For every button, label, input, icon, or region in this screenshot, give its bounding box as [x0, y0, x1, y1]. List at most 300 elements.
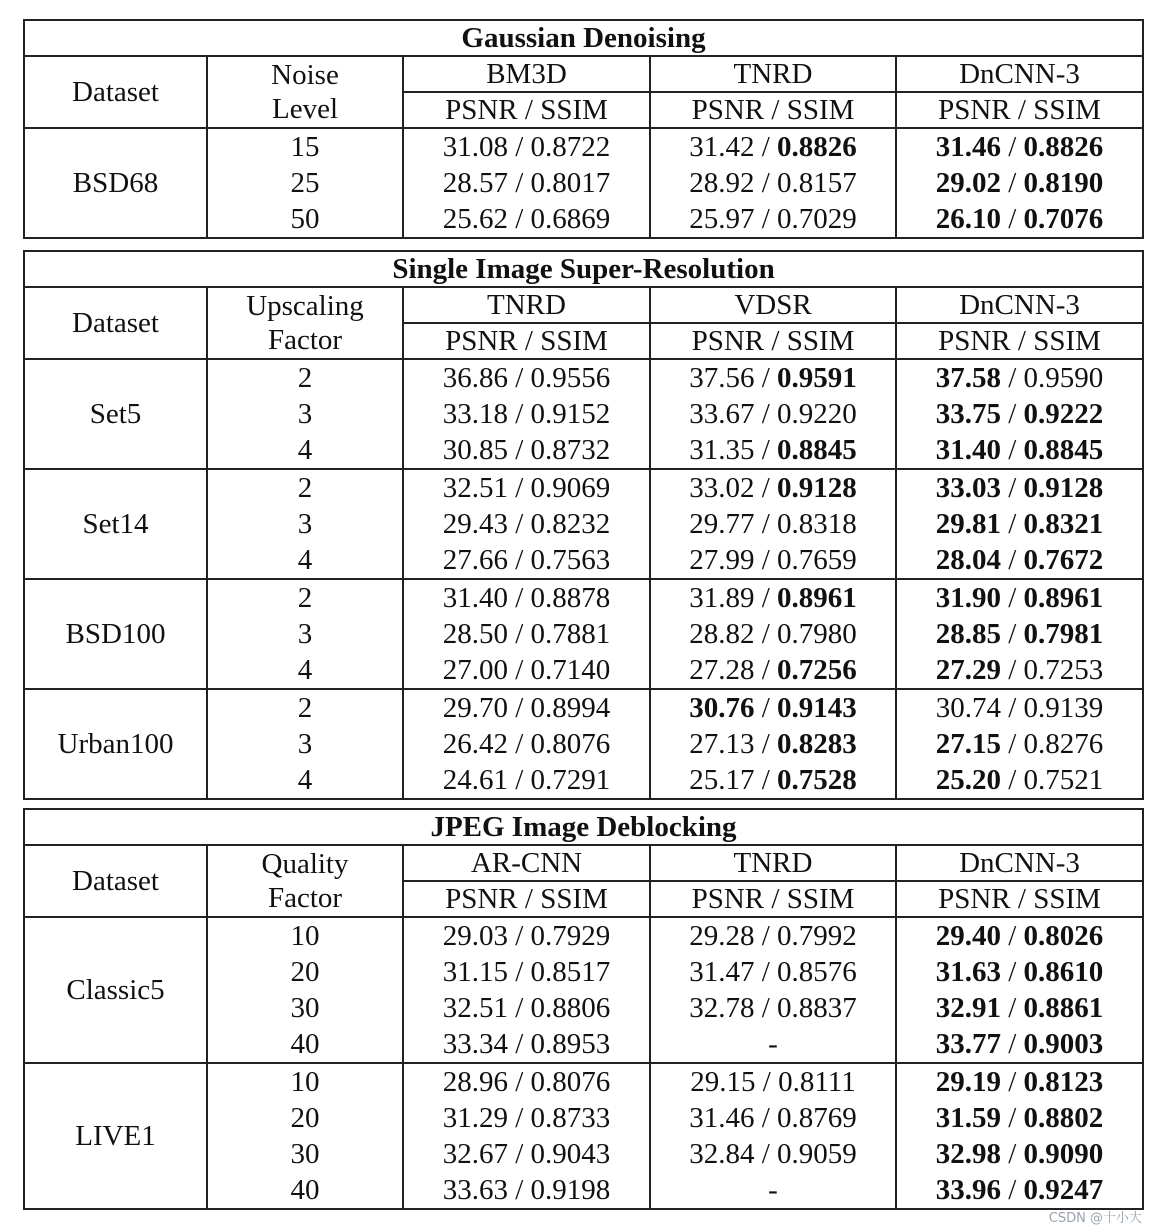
result-value: 27.15 / 0.8276	[935, 728, 1104, 760]
param-value: 20	[290, 956, 320, 988]
ssim-value: 0.7253	[1023, 654, 1104, 686]
result-cell	[896, 1063, 1143, 1209]
ssim-value: 0.8806	[530, 992, 611, 1024]
result-value: 37.56 / 0.9591	[689, 362, 857, 394]
result-value: 31.47 / 0.8576	[689, 956, 857, 988]
result-value: 29.02 / 0.8190	[935, 167, 1104, 199]
result-value: 30.76 / 0.9143	[689, 692, 857, 724]
result-value: 24.61 / 0.7291	[442, 764, 611, 796]
psnr-value: 31.47	[689, 956, 755, 988]
psnr-value: 27.15	[935, 728, 1001, 760]
result-cell	[403, 469, 650, 579]
ssim-value: 0.8576	[777, 956, 857, 988]
method-header: TNRD	[650, 845, 896, 881]
psnr-value: 29.19	[935, 1066, 1001, 1098]
result-value: 29.43 / 0.8232	[442, 508, 611, 540]
ssim-value: 0.8517	[530, 956, 611, 988]
psnr-value: 29.81	[935, 508, 1001, 540]
psnr-value: 30.74	[935, 692, 1001, 724]
psnr-value: 33.03	[935, 472, 1001, 504]
result-value: 32.51 / 0.9069	[442, 472, 611, 504]
psnr-value: 31.35	[689, 434, 755, 466]
dataset-row	[24, 689, 1143, 799]
result-cell	[650, 128, 896, 238]
ssim-value: 0.7929	[530, 920, 611, 952]
metric-header: PSNR / SSIM	[896, 92, 1143, 128]
param-cell	[207, 128, 403, 238]
result-value: 26.10 / 0.7076	[935, 203, 1104, 235]
psnr-value: 25.17	[689, 764, 755, 796]
ssim-value: 0.9090	[1023, 1138, 1104, 1170]
ssim-value: 0.9059	[777, 1138, 857, 1170]
dataset-row	[24, 128, 1143, 238]
result-value: 31.90 / 0.8961	[935, 582, 1104, 614]
ssim-value: 0.8837	[777, 992, 857, 1024]
dataset-header: Dataset	[24, 845, 207, 917]
psnr-value: 31.46	[689, 1102, 755, 1134]
param-header	[207, 287, 403, 359]
ssim-value: 0.9222	[1023, 398, 1104, 430]
result-value: 27.28 / 0.7256	[689, 654, 857, 686]
result-value: -	[768, 1028, 778, 1060]
param-value: 10	[290, 1066, 320, 1098]
dataset-row	[24, 579, 1143, 689]
result-cell	[650, 359, 896, 469]
psnr-value: 28.85	[935, 618, 1001, 650]
dataset-header: Dataset	[24, 56, 207, 128]
ssim-value: 0.8076	[530, 728, 611, 760]
psnr-value: 27.99	[689, 544, 755, 576]
psnr-value: 29.43	[442, 508, 508, 540]
psnr-value: 32.51	[442, 472, 508, 504]
result-cell	[403, 1063, 650, 1209]
result-value: 27.00 / 0.7140	[442, 654, 611, 686]
ssim-value: 0.7076	[1023, 203, 1104, 235]
result-value: 29.77 / 0.8318	[689, 508, 857, 540]
psnr-value: 30.85	[442, 434, 508, 466]
section-table	[23, 19, 1144, 239]
result-cell	[896, 579, 1143, 689]
psnr-value: 32.78	[689, 992, 755, 1024]
dataset-name: Urban100	[24, 689, 207, 799]
ssim-value: 0.9220	[777, 398, 857, 430]
psnr-value: 33.63	[442, 1174, 508, 1206]
psnr-value: 27.29	[935, 654, 1001, 686]
result-cell	[650, 917, 896, 1063]
section-title: Single Image Super-Resolution	[24, 251, 1143, 287]
result-value: 29.19 / 0.8123	[935, 1066, 1104, 1098]
param-value: 4	[297, 764, 313, 796]
result-value: 32.51 / 0.8806	[442, 992, 611, 1024]
ssim-value: 0.8283	[777, 728, 857, 760]
result-value: 32.78 / 0.8837	[689, 992, 857, 1024]
metric-header: PSNR / SSIM	[896, 881, 1143, 917]
param-value: 3	[297, 728, 313, 760]
psnr-value: 29.70	[442, 692, 508, 724]
ssim-value: 0.7521	[1023, 764, 1104, 796]
result-value: 37.58 / 0.9590	[935, 362, 1104, 394]
result-cell	[650, 1063, 896, 1209]
ssim-value: 0.8610	[1023, 956, 1104, 988]
psnr-value: 28.96	[442, 1066, 508, 1098]
param-cell	[207, 917, 403, 1063]
dataset-name: Set14	[24, 469, 207, 579]
result-value: 25.97 / 0.7029	[689, 203, 857, 235]
method-header: DnCNN-3	[896, 287, 1143, 323]
result-value: 29.40 / 0.8026	[935, 920, 1104, 952]
result-value: 28.96 / 0.8076	[442, 1066, 611, 1098]
ssim-value: 0.7672	[1023, 544, 1104, 576]
result-cell	[896, 917, 1143, 1063]
psnr-value: 33.34	[442, 1028, 508, 1060]
result-value: 31.29 / 0.8733	[442, 1102, 611, 1134]
dataset-row	[24, 1063, 1143, 1209]
result-cell	[650, 469, 896, 579]
section-title: JPEG Image Deblocking	[24, 809, 1143, 845]
ssim-value: 0.7140	[530, 654, 611, 686]
result-value: 32.67 / 0.9043	[442, 1138, 611, 1170]
ssim-value: 0.8826	[777, 131, 857, 163]
ssim-value: 0.8157	[777, 167, 857, 199]
param-value: 3	[297, 398, 313, 430]
result-value: 26.42 / 0.8076	[442, 728, 611, 760]
ssim-value: 0.8961	[1023, 582, 1104, 614]
result-cell	[403, 128, 650, 238]
result-value: 30.74 / 0.9139	[935, 692, 1104, 724]
result-cell	[403, 689, 650, 799]
ssim-value: 0.8276	[1023, 728, 1104, 760]
ssim-value: 0.9198	[530, 1174, 611, 1206]
psnr-value: 31.46	[935, 131, 1001, 163]
psnr-value: 33.02	[689, 472, 755, 504]
psnr-value: 33.18	[442, 398, 508, 430]
param-header	[207, 845, 403, 917]
result-value: 31.46 / 0.8826	[935, 131, 1104, 163]
result-value: 27.66 / 0.7563	[442, 544, 611, 576]
psnr-value: 27.13	[689, 728, 755, 760]
psnr-value: 31.89	[689, 582, 755, 614]
param-cell	[207, 1063, 403, 1209]
metric-header: PSNR / SSIM	[650, 92, 896, 128]
psnr-value: 33.96	[935, 1174, 1001, 1206]
param-header-line: Factor	[267, 882, 343, 914]
method-header: DnCNN-3	[896, 56, 1143, 92]
param-cell	[207, 359, 403, 469]
result-value: -	[768, 1174, 778, 1206]
result-value: 31.40 / 0.8878	[442, 582, 611, 614]
psnr-value: 31.42	[689, 131, 755, 163]
ssim-value: 0.7992	[777, 920, 857, 952]
result-value: 27.13 / 0.8283	[689, 728, 857, 760]
ssim-value: 0.8076	[530, 1066, 611, 1098]
result-value: 31.15 / 0.8517	[442, 956, 611, 988]
ssim-value: 0.8321	[1023, 508, 1104, 540]
dataset-header: Dataset	[24, 287, 207, 359]
dataset-row	[24, 359, 1143, 469]
psnr-value: 26.10	[935, 203, 1001, 235]
param-value: 4	[297, 654, 313, 686]
result-value: 28.04 / 0.7672	[935, 544, 1104, 576]
ssim-value: 0.9128	[1023, 472, 1104, 504]
psnr-value: 27.28	[689, 654, 755, 686]
psnr-value: 32.84	[689, 1138, 755, 1170]
result-value: 32.84 / 0.9059	[689, 1138, 857, 1170]
psnr-value: 30.76	[689, 692, 755, 724]
result-value: 33.75 / 0.9222	[935, 398, 1104, 430]
result-value: 28.57 / 0.8017	[442, 167, 611, 199]
result-cell	[650, 579, 896, 689]
psnr-value: 29.15	[690, 1066, 756, 1098]
param-value: 3	[297, 508, 313, 540]
ssim-value: 0.8232	[530, 508, 611, 540]
ssim-value: 0.8769	[777, 1102, 857, 1134]
psnr-value: 28.92	[689, 167, 755, 199]
psnr-value: 36.86	[442, 362, 508, 394]
psnr-value: 29.77	[689, 508, 755, 540]
metric-header: PSNR / SSIM	[403, 881, 650, 917]
psnr-value: 32.98	[935, 1138, 1001, 1170]
param-header-line: Level	[271, 93, 338, 125]
param-value: 30	[290, 992, 320, 1024]
ssim-value: 0.7291	[530, 764, 611, 796]
psnr-value: 28.57	[442, 167, 508, 199]
param-header	[207, 56, 403, 128]
result-value: 25.20 / 0.7521	[935, 764, 1104, 796]
param-value: 50	[290, 203, 320, 235]
psnr-value: 29.02	[935, 167, 1001, 199]
ssim-value: 0.8318	[777, 508, 857, 540]
param-header-line: Factor	[267, 324, 343, 356]
param-value: 15	[290, 131, 320, 163]
result-value: 33.67 / 0.9220	[689, 398, 857, 430]
result-cell	[896, 128, 1143, 238]
ssim-value: 0.8017	[530, 167, 611, 199]
result-value: 33.77 / 0.9003	[935, 1028, 1104, 1060]
section-title: Gaussian Denoising	[24, 20, 1143, 56]
psnr-value: 32.67	[442, 1138, 508, 1170]
ssim-value: 0.7029	[777, 203, 857, 235]
param-cell	[207, 579, 403, 689]
param-value: 2	[297, 362, 313, 394]
section-table	[23, 250, 1144, 800]
dataset-name: Set5	[24, 359, 207, 469]
ssim-value: 0.9143	[777, 692, 857, 724]
psnr-value: 31.63	[935, 956, 1001, 988]
psnr-value: 37.56	[689, 362, 755, 394]
method-header: BM3D	[403, 56, 650, 92]
result-cell	[896, 359, 1143, 469]
psnr-value: 28.50	[442, 618, 508, 650]
psnr-value: 33.75	[935, 398, 1001, 430]
ssim-value: 0.7980	[777, 618, 857, 650]
ssim-value: 0.9152	[530, 398, 611, 430]
result-value: 25.62 / 0.6869	[442, 203, 611, 235]
psnr-value: 33.67	[689, 398, 755, 430]
result-value: 32.91 / 0.8861	[935, 992, 1104, 1024]
ssim-value: 0.8123	[1023, 1066, 1104, 1098]
ssim-value: 0.8733	[530, 1102, 611, 1134]
psnr-value: 29.40	[935, 920, 1001, 952]
result-cell	[403, 917, 650, 1063]
psnr-value: 29.03	[442, 920, 508, 952]
result-cell	[896, 469, 1143, 579]
ssim-value: 0.7981	[1023, 618, 1104, 650]
metric-header: PSNR / SSIM	[650, 881, 896, 917]
metric-header: PSNR / SSIM	[403, 323, 650, 359]
psnr-value: 31.59	[935, 1102, 1001, 1134]
metric-header: PSNR / SSIM	[650, 323, 896, 359]
psnr-value: 29.28	[689, 920, 755, 952]
psnr-value: 31.08	[442, 131, 508, 163]
method-header: TNRD	[650, 56, 896, 92]
result-value: 33.18 / 0.9152	[442, 398, 611, 430]
param-header-line: Quality	[261, 848, 349, 880]
method-header: AR-CNN	[403, 845, 650, 881]
psnr-value: 37.58	[935, 362, 1001, 394]
ssim-value: 0.8994	[530, 692, 611, 724]
dataset-name: BSD68	[24, 128, 207, 238]
psnr-value: 32.91	[935, 992, 1001, 1024]
dataset-row	[24, 469, 1143, 579]
ssim-value: 0.6869	[530, 203, 611, 235]
section-table	[23, 808, 1144, 1210]
metric-header: PSNR / SSIM	[896, 323, 1143, 359]
ssim-value: 0.8026	[1023, 920, 1104, 952]
result-value: 31.08 / 0.8722	[442, 131, 611, 163]
result-value: 33.34 / 0.8953	[442, 1028, 611, 1060]
method-header: DnCNN-3	[896, 845, 1143, 881]
psnr-value: 33.77	[935, 1028, 1001, 1060]
dataset-row	[24, 917, 1143, 1063]
ssim-value: 0.9128	[777, 472, 857, 504]
ssim-value: 0.8961	[777, 582, 857, 614]
method-header: VDSR	[650, 287, 896, 323]
param-value: 2	[297, 692, 313, 724]
psnr-value: 25.62	[442, 203, 508, 235]
result-value: 28.92 / 0.8157	[689, 167, 857, 199]
ssim-value: 0.7528	[777, 764, 857, 796]
ssim-value: 0.9069	[530, 472, 611, 504]
method-header: TNRD	[403, 287, 650, 323]
result-value: 28.50 / 0.7881	[442, 618, 611, 650]
psnr-value: 31.40	[442, 582, 508, 614]
ssim-value: 0.8953	[530, 1028, 611, 1060]
ssim-value: 0.8802	[1023, 1102, 1104, 1134]
result-value: 36.86 / 0.9556	[442, 362, 611, 394]
dataset-name: BSD100	[24, 579, 207, 689]
ssim-value: 0.8826	[1023, 131, 1104, 163]
psnr-value: 27.66	[442, 544, 508, 576]
psnr-value: 31.90	[935, 582, 1001, 614]
ssim-value: 0.8732	[530, 434, 611, 466]
result-cell	[403, 579, 650, 689]
ssim-value: 0.9003	[1023, 1028, 1104, 1060]
psnr-value: 31.29	[442, 1102, 508, 1134]
result-value: 33.96 / 0.9247	[935, 1174, 1104, 1206]
result-cell	[650, 689, 896, 799]
result-value: 29.81 / 0.8321	[935, 508, 1104, 540]
result-value: 29.15 / 0.8111	[690, 1066, 856, 1098]
result-value: 30.85 / 0.8732	[442, 434, 611, 466]
ssim-value: 0.8111	[778, 1066, 856, 1098]
result-value: 31.35 / 0.8845	[689, 434, 857, 466]
psnr-value: 32.51	[442, 992, 508, 1024]
ssim-value: 0.8878	[530, 582, 611, 614]
result-value: 27.29 / 0.7253	[935, 654, 1104, 686]
result-value: 29.70 / 0.8994	[442, 692, 611, 724]
ssim-value: 0.9247	[1023, 1174, 1104, 1206]
psnr-value: 25.20	[935, 764, 1001, 796]
watermark: CSDN @十小大	[1048, 1211, 1142, 1226]
psnr-value: 31.15	[442, 956, 508, 988]
param-value: 10	[290, 920, 320, 952]
ssim-value: 0.7659	[777, 544, 857, 576]
param-value: 40	[290, 1174, 320, 1206]
psnr-value: 25.97	[689, 203, 755, 235]
result-value: 25.17 / 0.7528	[689, 764, 857, 796]
psnr-value: 26.42	[442, 728, 508, 760]
result-value: 31.42 / 0.8826	[689, 131, 857, 163]
param-value: 2	[297, 582, 313, 614]
ssim-value: 0.9556	[530, 362, 611, 394]
result-value: 33.03 / 0.9128	[935, 472, 1104, 504]
ssim-value: 0.7256	[777, 654, 857, 686]
ssim-value: 0.7881	[530, 618, 611, 650]
result-cell	[403, 359, 650, 469]
ssim-value: 0.9139	[1023, 692, 1104, 724]
ssim-value: 0.7563	[530, 544, 611, 576]
result-value: 29.28 / 0.7992	[689, 920, 857, 952]
param-cell	[207, 469, 403, 579]
metric-header: PSNR / SSIM	[403, 92, 650, 128]
ssim-value: 0.8861	[1023, 992, 1104, 1024]
param-header-line: Upscaling	[246, 290, 364, 322]
param-value: 40	[290, 1028, 320, 1060]
ssim-value: 0.9590	[1023, 362, 1104, 394]
result-value: 29.03 / 0.7929	[442, 920, 611, 952]
param-value: 3	[297, 618, 313, 650]
param-value: 20	[290, 1102, 320, 1134]
psnr-value: 24.61	[442, 764, 508, 796]
result-value: 31.40 / 0.8845	[935, 434, 1104, 466]
result-value: 33.02 / 0.9128	[689, 472, 857, 504]
result-value: 31.63 / 0.8610	[935, 956, 1104, 988]
ssim-value: 0.8845	[1023, 434, 1104, 466]
psnr-value: 31.40	[935, 434, 1001, 466]
psnr-value: 28.04	[935, 544, 1001, 576]
param-value: 4	[297, 544, 313, 576]
ssim-value: 0.8722	[530, 131, 611, 163]
result-value: 33.63 / 0.9198	[442, 1174, 611, 1206]
param-header-line: Noise	[271, 59, 339, 91]
result-value: 27.99 / 0.7659	[689, 544, 857, 576]
param-value: 25	[290, 167, 320, 199]
dataset-name: LIVE1	[24, 1063, 207, 1209]
result-value: 31.59 / 0.8802	[935, 1102, 1104, 1134]
param-value: 2	[297, 472, 313, 504]
ssim-value: 0.9043	[530, 1138, 611, 1170]
ssim-value: 0.8845	[777, 434, 857, 466]
result-cell	[896, 689, 1143, 799]
param-value: 4	[297, 434, 313, 466]
psnr-value: 27.00	[442, 654, 508, 686]
dataset-name: Classic5	[24, 917, 207, 1063]
result-value: 28.82 / 0.7980	[689, 618, 857, 650]
result-value: 32.98 / 0.9090	[935, 1138, 1104, 1170]
ssim-value: 0.8190	[1023, 167, 1104, 199]
result-value: 31.89 / 0.8961	[689, 582, 857, 614]
result-value: 28.85 / 0.7981	[935, 618, 1104, 650]
